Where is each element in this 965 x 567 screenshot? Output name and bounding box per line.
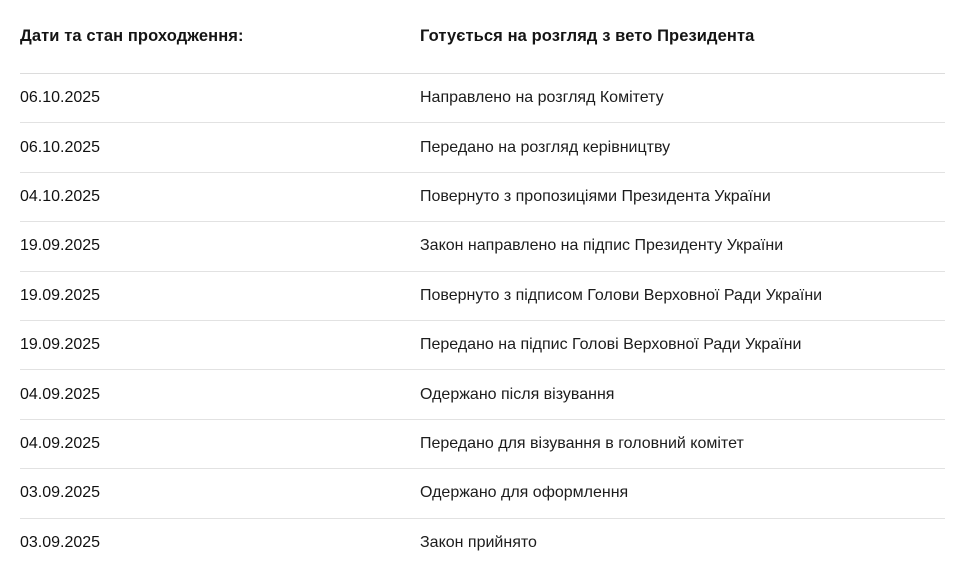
cell-stage: Закон направлено на підпис Президенту України [420,237,784,255]
table-body [20,74,945,567]
cell-stage: Закон прийнято [420,533,537,551]
table-row [20,469,945,518]
table-header [20,0,945,74]
cell-date: 04.10.2025 [20,187,101,205]
table-row [20,74,945,123]
cell-date: 04.09.2025 [20,434,101,452]
cell-stage: Передано на розгляд керівництву [420,138,671,156]
table-row [20,370,945,419]
cell-date: 03.09.2025 [20,533,101,551]
cell-stage: Повернуто з підписом Голови Верховної Ради України [420,286,823,304]
cell-date: 04.09.2025 [20,385,101,403]
table-row [20,172,945,221]
cell-stage: Одержано для оформлення [420,484,629,502]
column-header-stage: Готується на розгляд з вето Президента [420,27,755,45]
column-header-dates: Дати та стан проходження: [20,27,244,45]
cell-date: 06.10.2025 [20,138,101,156]
table-header-row [20,0,945,74]
bill-status-table [20,0,945,567]
table-row [20,271,945,320]
cell-stage: Одержано після візування [420,385,615,403]
table-row [20,123,945,172]
cell-date: 06.10.2025 [20,89,101,107]
cell-stage: Передано для візування в головний комітет [420,434,744,452]
table-row [20,518,945,567]
table-row [20,222,945,271]
cell-stage: Повернуто з пропозиціями Президента України [420,187,771,205]
table-row [20,419,945,468]
cell-date: 19.09.2025 [20,237,101,255]
table-row [20,320,945,369]
cell-stage: Направлено на розгляд Комітету [420,89,664,107]
cell-stage: Передано на підпис Голові Верховної Ради України [420,336,802,354]
cell-date: 19.09.2025 [20,336,101,354]
cell-date: 03.09.2025 [20,484,101,502]
cell-date: 19.09.2025 [20,286,101,304]
